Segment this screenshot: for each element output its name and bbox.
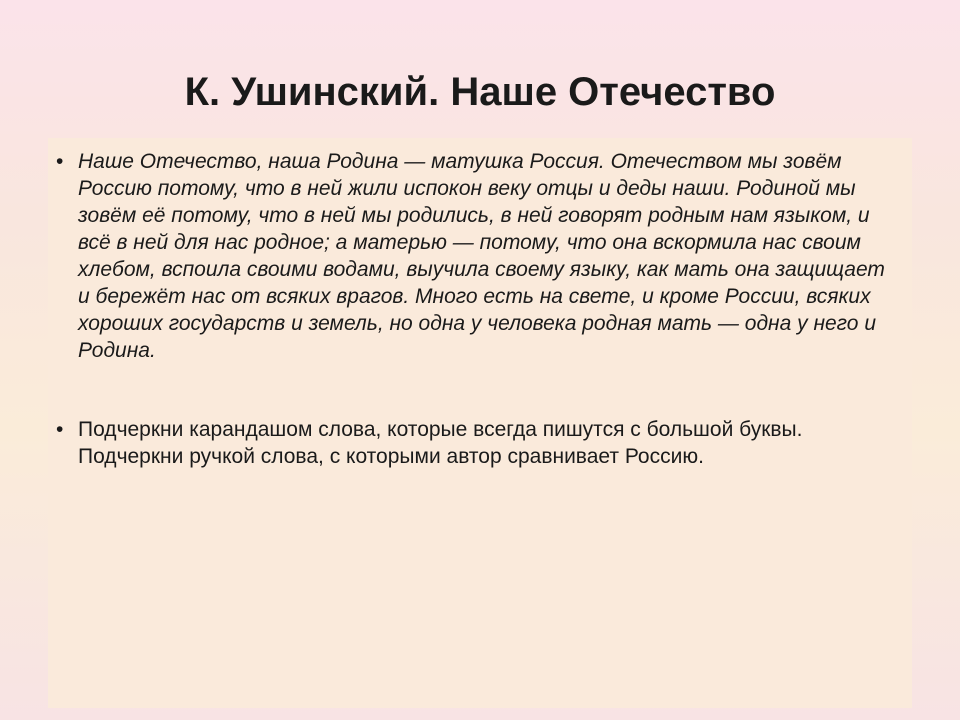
bullet-list — [54, 148, 894, 470]
task-paragraph — [54, 416, 894, 470]
task-text: Подчеркни карандашом слова, которые всегда пишутся с большой буквы. Подчеркни ручкой слова, с которыми автор сравнивает Россию. — [78, 418, 803, 468]
quote-paragraph — [54, 148, 894, 364]
bullet-icon: • — [56, 418, 64, 441]
bullet-icon: • — [56, 150, 64, 173]
slide-title: К. Ушинский. Наше Отечество — [184, 70, 776, 114]
quote-text: Наше Отечество, наша Родина — матушка Россия. Отечеством мы зовём Россию потому, что в ней жили испокон веку отцы и деды наши. Родиной мы зовём её потому, что в ней мы родились, в ней говорят родным нам языком, и всё в ней для нас родное; а матерью — потому, что она вскормила нас своим хлебом, вспоила своими водами, выучила своему языку, как мать она защищает и бережёт нас от всяких врагов. Много есть на свете, и кроме России, всяких хороших государств и земель, но одна у человека родная мать — одна у него и Родина. — [78, 150, 885, 362]
